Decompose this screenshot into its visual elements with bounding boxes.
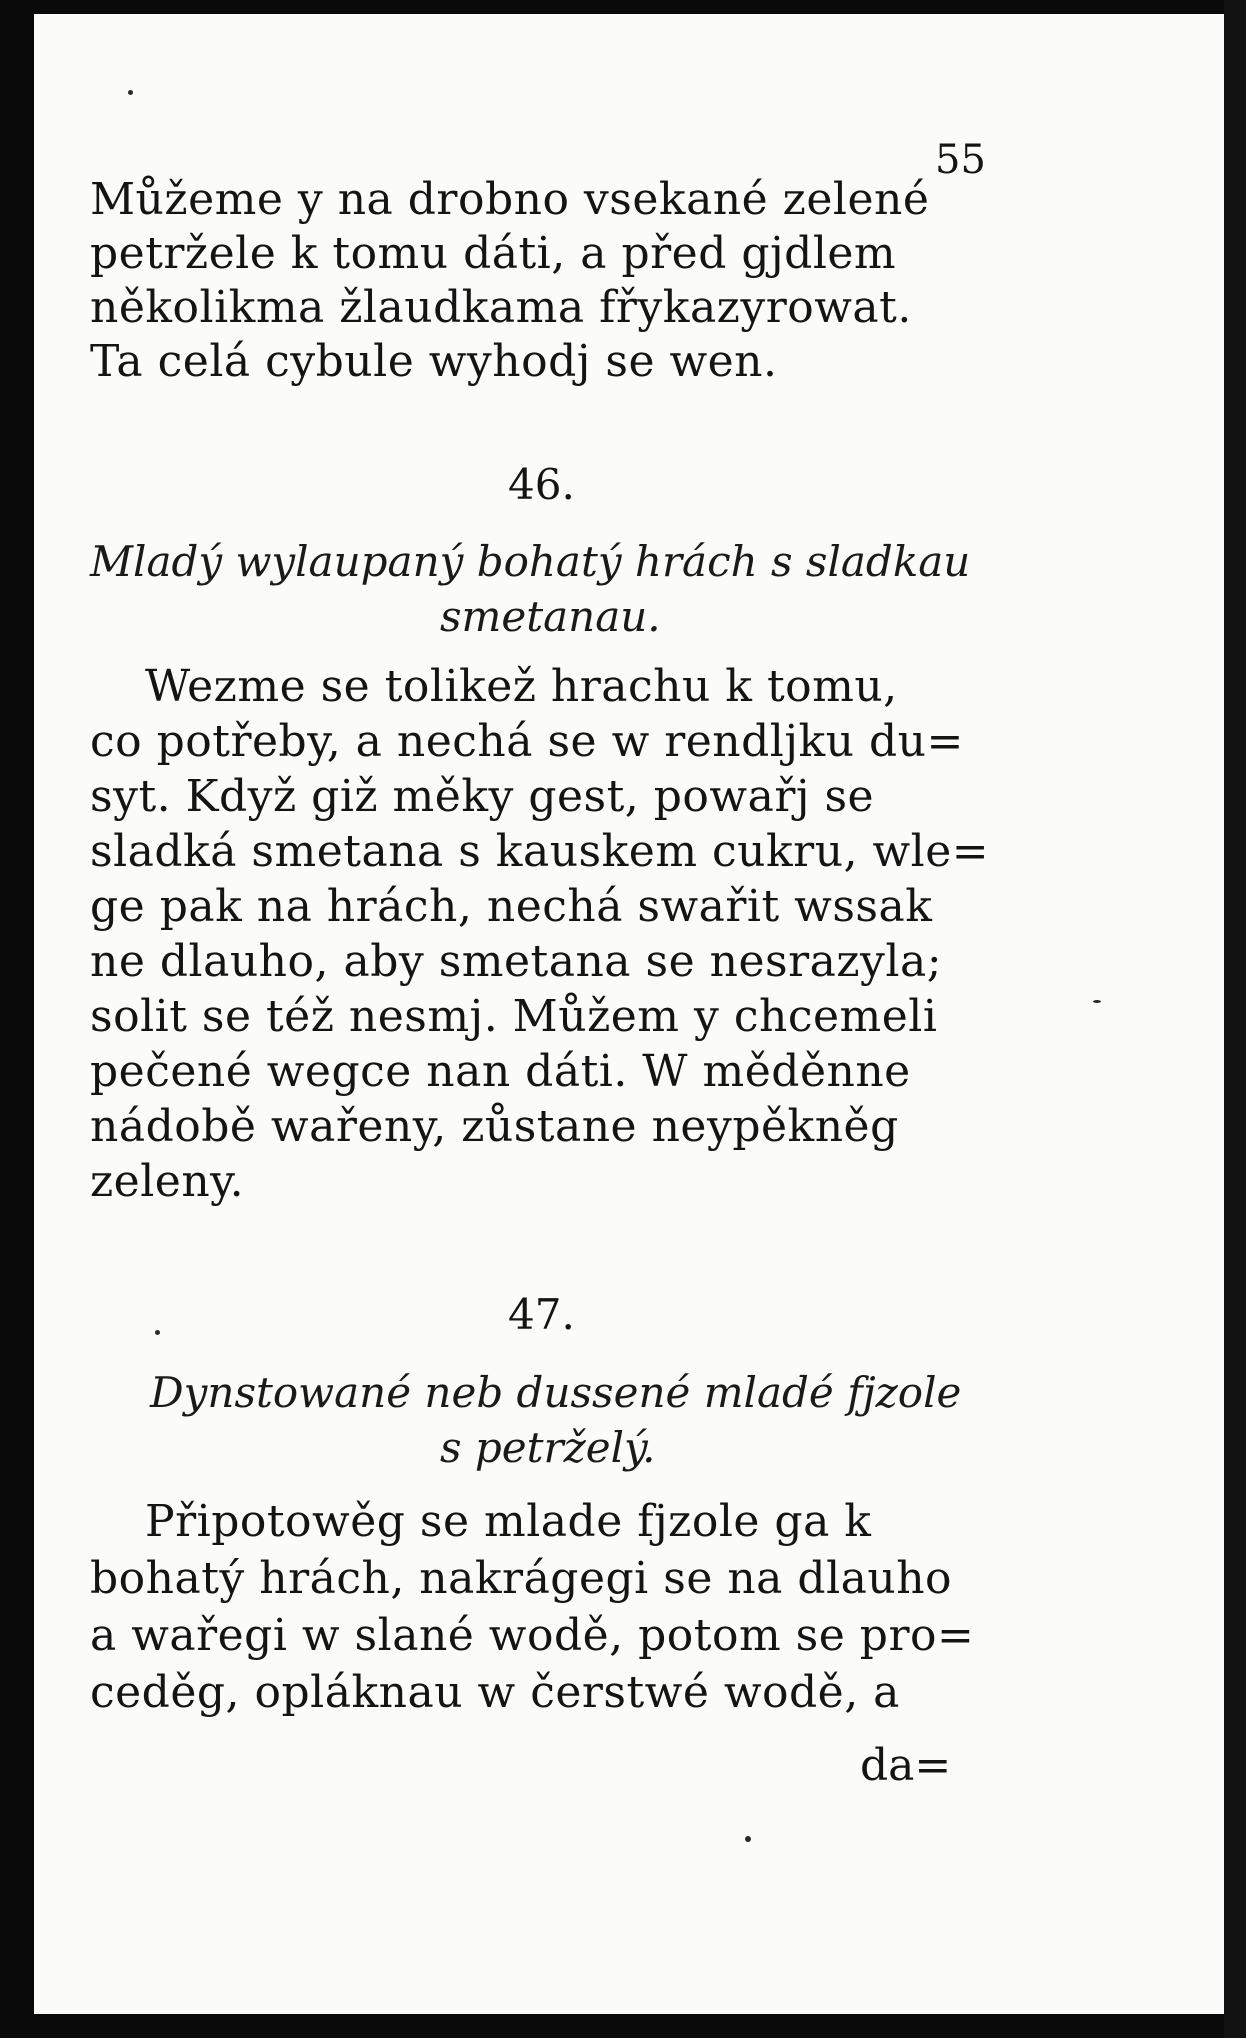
catchword: da= [860, 1740, 952, 1791]
text-line: pečené wegce nan dáti. W měděnne [90, 1046, 911, 1097]
recipe-title: Dynstowané neb dussené mladé fjzole [150, 1368, 962, 1417]
text-line: sladká smetana s kauskem cukru, wle= [90, 826, 990, 877]
text-line: bohatý hrách, nakrágegi se na dlauho [90, 1553, 953, 1604]
text-line: Připotowěg se mlade fjzole ga k [145, 1496, 872, 1547]
text-line: co potřeby, a nechá se w rendljku du= [90, 716, 964, 767]
recipe-title: s petrželý. [440, 1423, 656, 1472]
text-line: solit se též nesmj. Můžem y chcemeli [90, 991, 938, 1042]
recipe-title: Mladý wylaupaný bohatý hrách s sladkau [90, 537, 971, 586]
text-line: Můžeme y na drobno vsekané zelené [90, 174, 930, 225]
page-edge [1224, 0, 1246, 2038]
text-line: Ta celá cybule wyhodj se wen. [90, 336, 778, 387]
page-number: 55 [935, 137, 986, 183]
ink-speck [155, 1330, 160, 1335]
text-line: petržele k tomu dáti, a před gjdlem [90, 228, 897, 279]
ink-speck [128, 90, 133, 95]
ink-speck [1093, 1000, 1101, 1003]
text-line: nádobě wařeny, zůstane neypěkněg [90, 1101, 899, 1152]
text-line: ceděg, opláknau w čerstwé wodě, a [90, 1667, 900, 1718]
recipe-number: 47. [508, 1290, 575, 1339]
text-line: ge pak na hrách, nechá swařit wssak [90, 881, 933, 932]
text-line: ne dlauho, aby smetana se nesrazyla; [90, 936, 943, 987]
text-line: několikma žlaudkama fřykazyrowat. [90, 282, 912, 333]
recipe-number: 46. [508, 460, 575, 509]
recipe-title: smetanau. [440, 592, 661, 641]
text-line: syt. Když giž měky gest, powařj se [90, 771, 875, 822]
text-line: a wařegi w slané wodě, potom se pro= [90, 1610, 975, 1661]
text-line: Wezme se tolikež hrachu k tomu, [145, 661, 898, 712]
ink-speck [745, 1836, 751, 1842]
text-line: zeleny. [90, 1156, 245, 1207]
